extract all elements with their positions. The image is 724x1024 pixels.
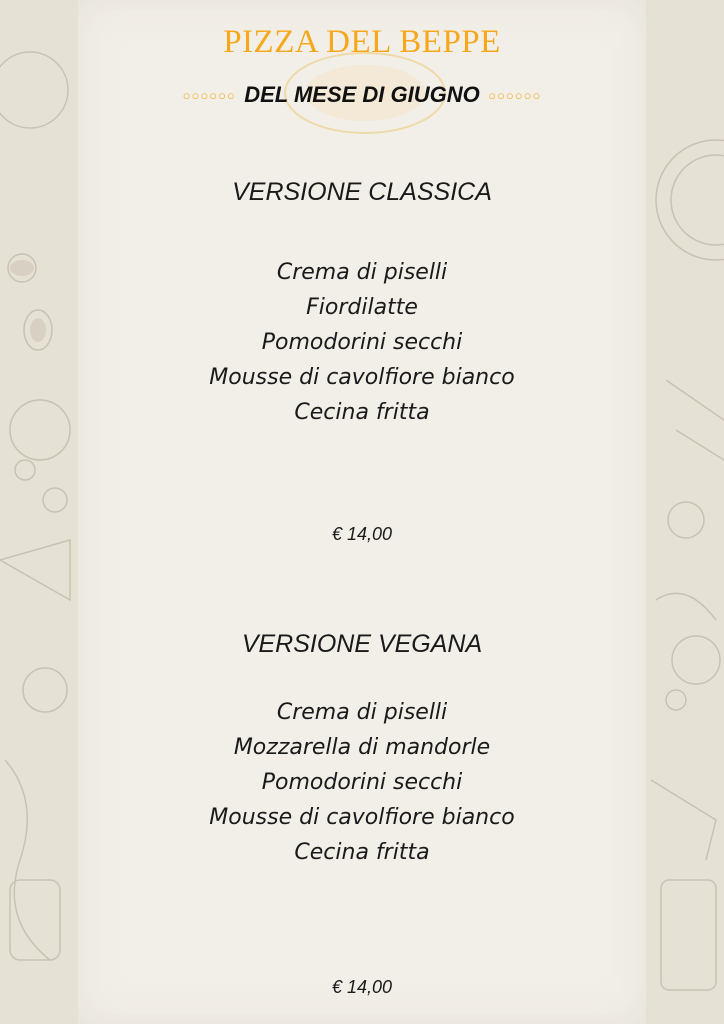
ingredient-list-classica bbox=[0, 255, 724, 430]
price-vegana: € 14,00 bbox=[331, 977, 393, 997]
decorative-food-sketch-left bbox=[0, 0, 78, 1024]
subtitle-row bbox=[0, 82, 724, 108]
list-item: Pomodorini secchi bbox=[261, 330, 463, 355]
list-item: Cecina fritta bbox=[294, 840, 430, 865]
list-item: Mozzarella di mandorle bbox=[233, 735, 491, 760]
food-sketch-icon bbox=[0, 0, 78, 1024]
list-item: Crema di piselli bbox=[276, 260, 448, 285]
price-classica: € 14,00 bbox=[331, 524, 393, 544]
section-title-classica: VERSIONE CLASSICA bbox=[232, 178, 492, 206]
food-sketch-icon bbox=[646, 0, 724, 1024]
list-item: Cecina fritta bbox=[294, 400, 430, 425]
ornament-right: ○○○○○○ bbox=[488, 87, 542, 103]
ornament-left: ○○○○○○ bbox=[182, 87, 236, 103]
menu-subtitle: DEL MESE DI GIUGNO bbox=[244, 82, 480, 107]
list-item: Fiordilatte bbox=[306, 295, 418, 320]
list-item: Mousse di cavolfiore bianco bbox=[209, 805, 515, 830]
list-item: Pomodorini secchi bbox=[261, 770, 463, 795]
ingredient-list-vegana bbox=[0, 695, 724, 870]
brand-title: PIZZA DEL BEPPE bbox=[223, 24, 501, 60]
list-item: Crema di piselli bbox=[276, 700, 448, 725]
menu-paper bbox=[78, 0, 646, 1024]
list-item: Mousse di cavolfiore bianco bbox=[209, 365, 515, 390]
section-title-vegana: VERSIONE VEGANA bbox=[241, 630, 483, 658]
decorative-food-sketch-right bbox=[646, 0, 724, 1024]
